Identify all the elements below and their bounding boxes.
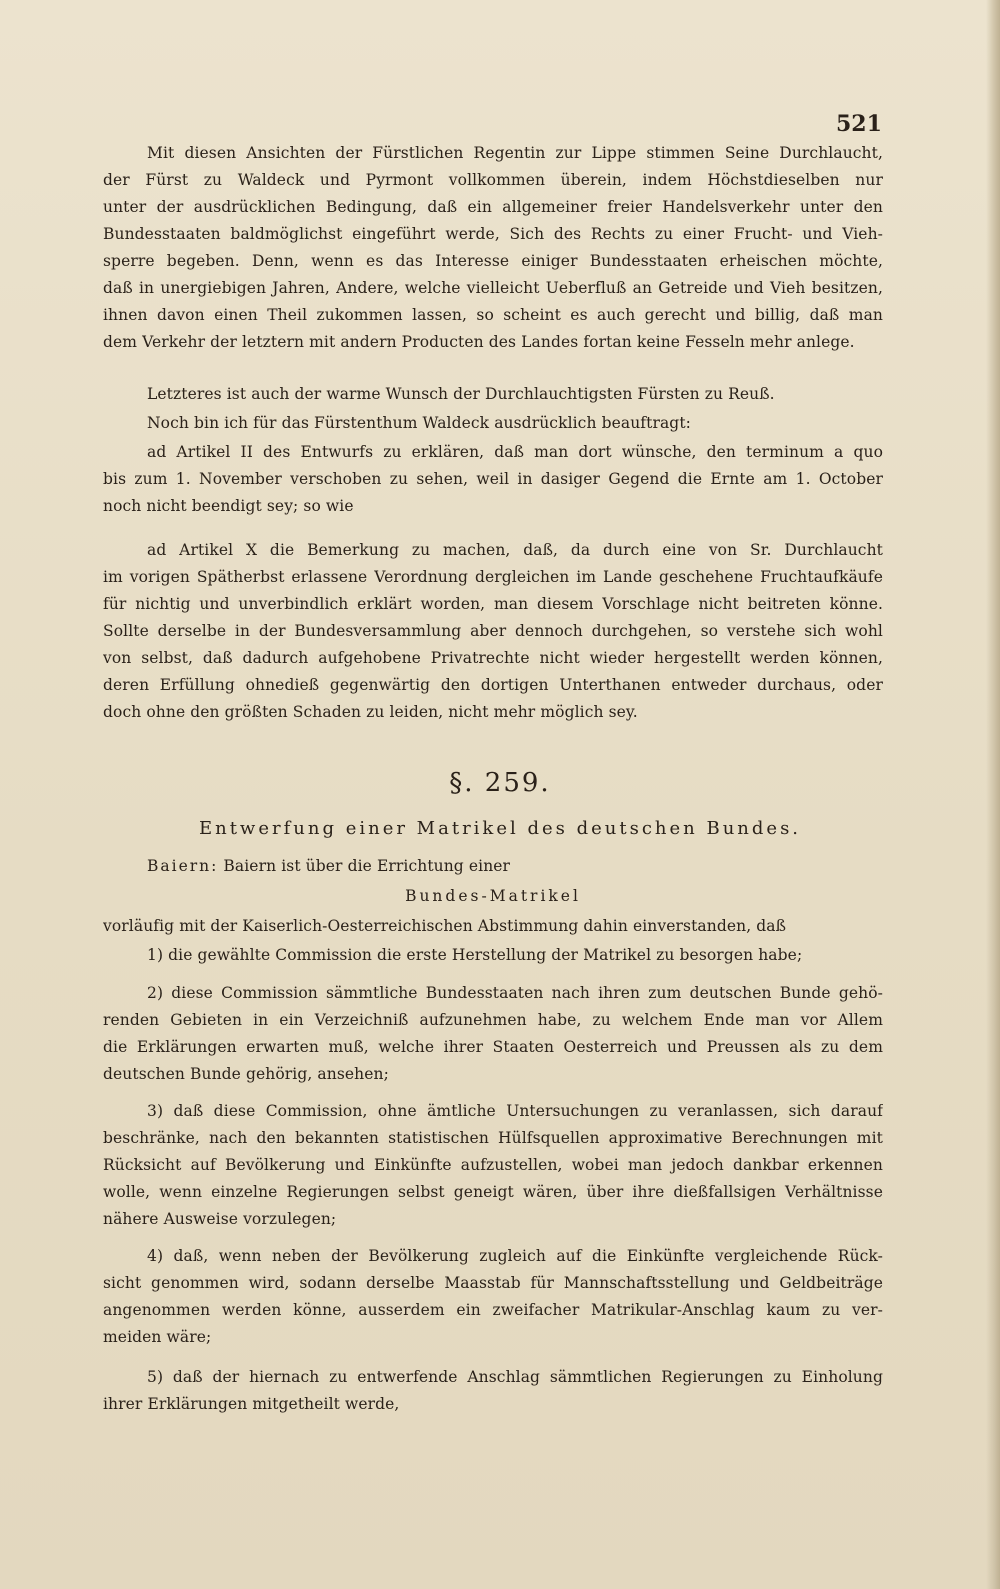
list-item-4 [103, 1243, 883, 1351]
section-number: §. 259. [449, 768, 551, 798]
text-line: bis zum 1. November verschoben zu sehen, weil in dasiger Gegend die Ernte am 1. October [103, 470, 883, 488]
text-line: dem Verkehr der letztern mit andern Producten des Landes fortan keine Fesseln mehr anlege. [103, 333, 855, 351]
state-label-baiern: Baiern: [147, 857, 219, 875]
paragraph-waldeck-instructions [103, 410, 883, 437]
paragraph-lippe-waldeck [103, 140, 883, 356]
paragraph-article-x [103, 537, 883, 726]
text-line: vorläufig mit der Kaiserlich-Oesterreichischen Abstimmung dahin einverstanden, daß [103, 917, 787, 935]
text-line: Sollte derselbe in der Bundesversammlung aber dennoch durchgehen, so verstehe sich wohl [103, 622, 883, 640]
text-line: deutschen Bunde gehörig, ansehen; [103, 1065, 389, 1083]
list-item-2 [103, 980, 883, 1088]
text-line: wolle, wenn einzelne Regierungen selbst geneigt wären, über ihre dießfallsigen Verhältnisse [103, 1183, 883, 1201]
section-title: Entwerfung einer Matrikel des deutschen Bundes. [198, 818, 802, 839]
text-line: 4) daß, wenn neben der Bevölkerung zugleich auf die Einkünfte vergleichende Rück- [147, 1247, 883, 1265]
page-number: 521 [836, 111, 882, 137]
text-line: ad Artikel II des Entwurfs zu erklären, daß man dort wünsche, den terminum a quo [147, 443, 883, 461]
text-line: 5) daß der hiernach zu entwerfende Anschlag sämmtlichen Regierungen zu Einholung [147, 1368, 883, 1386]
text-line: ad Artikel X die Bemerkung zu machen, daß, da durch eine von Sr. Durchlaucht [147, 541, 883, 559]
text-line: ihrer Erklärungen mitgetheilt werde, [103, 1395, 400, 1413]
text-line: doch ohne den größten Schaden zu leiden, nicht mehr möglich sey. [103, 703, 638, 721]
text-line: noch nicht beendigt sey; so wie [103, 497, 354, 515]
text-line: sicht genommen wird, sodann derselbe Maasstab für Mannschaftsstellung und Geldbeiträge [103, 1274, 883, 1292]
text-line: unter der ausdrücklichen Bedingung, daß ein allgemeiner freier Handelsverkehr unter den [103, 198, 883, 216]
list-item-3 [103, 1098, 883, 1233]
text-line: deren Erfüllung ohnedieß gegenwärtig den dortigen Unterthanen entweder durchaus, oder [103, 676, 883, 694]
text-line: von selbst, daß dadurch aufgehobene Privatrechte nicht wieder hergestellt werden können, [103, 649, 883, 667]
text-line: daß in unergiebigen Jahren, Andere, welche vielleicht Ueberfluß an Getreide und Vieh besitzen, [103, 279, 883, 297]
text-line: 3) daß diese Commission, ohne ämtliche Untersuchungen zu veranlassen, sich darauf [147, 1102, 883, 1120]
text-line: die Erklärungen erwarten muß, welche ihrer Staaten Oesterreich und Preussen als zu dem [103, 1038, 883, 1056]
text-line: der Fürst zu Waldeck und Pyrmont vollkommen überein, indem Höchstdieselben nur [103, 171, 883, 189]
list-item-5 [103, 1364, 883, 1418]
paragraph-reuss [103, 381, 883, 408]
list-item-1 [103, 942, 883, 969]
text-line: sperre begeben. Denn, wenn es das Interesse einiger Bundesstaaten erheischen möchte, [103, 252, 883, 270]
text-line: Bundes-Matrikel [405, 887, 581, 905]
text-line: 2) diese Commission sämmtliche Bundesstaaten nach ihren zum deutschen Bunde gehö- [147, 984, 883, 1002]
paragraph-article-ii [103, 439, 883, 520]
text-line: Mit diesen Ansichten der Fürstlichen Regentin zur Lippe stimmen Seine Durchlaucht, [147, 144, 883, 162]
text-line: für nichtig und unverbindlich erklärt worden, man diesem Vorschlage nicht beitreten könne. [103, 595, 883, 613]
text-line: ihnen davon einen Theil zukommen lassen, so scheint es auch gerecht und billig, daß man [103, 306, 883, 324]
paragraph-baiern-continuation [103, 913, 883, 940]
text-line: Bundesstaaten baldmöglichst eingeführt werde, Sich des Rechts zu einer Frucht- und Vieh- [103, 225, 883, 243]
text-line: nähere Ausweise vorzulegen; [103, 1210, 337, 1228]
baiern-intro-text: Baiern ist über die Errichtung einer [223, 857, 511, 875]
text-line [103, 853, 883, 880]
text-line: im vorigen Spätherbst erlassene Verordnung dergleichen im Lande geschehene Fruchtaufkäufe [103, 568, 883, 586]
text-line: 1) die gewählte Commission die erste Herstellung der Matrikel zu besorgen habe; [147, 946, 803, 964]
paragraph-baiern-intro [103, 853, 883, 880]
text-line: meiden wäre; [103, 1328, 212, 1346]
text-line: Rücksicht auf Bevölkerung und Einkünfte aufzustellen, wobei man jedoch dankbar erkennen [103, 1156, 883, 1174]
heading-bundes-matrikel [103, 883, 883, 910]
text-line: angenommen werden könne, ausserdem ein zweifacher Matrikular-Anschlag kaum zu ver- [103, 1301, 883, 1319]
text-line: beschränke, nach den bekannten statistischen Hülfsquellen approximative Berechnungen mit [103, 1129, 883, 1147]
text-line: Letzteres ist auch der warme Wunsch der Durchlauchtigsten Fürsten zu Reuß. [147, 385, 775, 403]
text-line: renden Gebieten in ein Verzeichniß aufzunehmen habe, zu welchem Ende man vor Allem [103, 1011, 883, 1029]
text-line: Noch bin ich für das Fürstenthum Waldeck ausdrücklich beauftragt: [147, 414, 691, 432]
